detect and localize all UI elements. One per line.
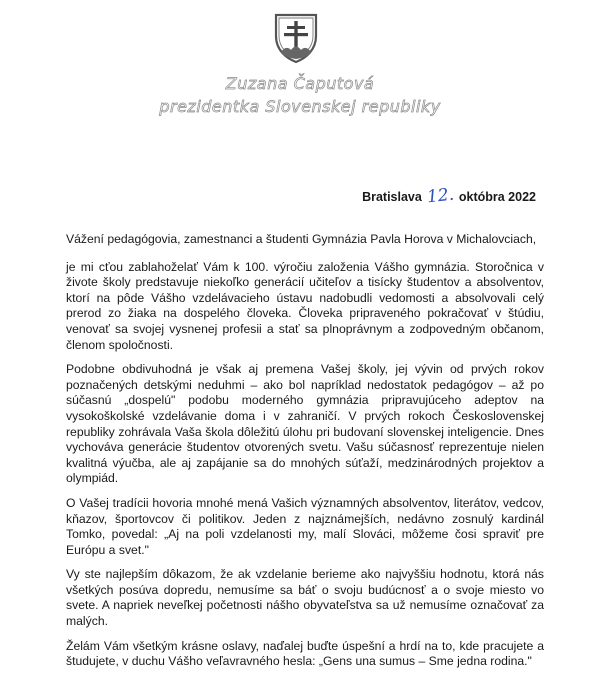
paragraph: O Vašej tradícii hovoria mnohé mená Vašich významných absolventov, literátov, vedcov, kňazov, športovcov či politikov. Jeden z najznámejších, nedávno zosnulý kardinál Tomko, povedal: „Aj na poli vzdelanosti my, malí Slováci, môžeme čosi spraviť pre Európu a svet." [66,495,544,557]
paragraph: je mi cťou zablahoželať Vám k 100. výročiu založenia Vášho gymnázia. Storočnica v živote školy predstavuje niekoľko generácií učiteľov a tisícky študentov a absolventov, ktorí na pôde Vášho vzdelávacieho ústavu nadobudli vedomosti a absolvovali celý prerod zo žiaka na dospelého človeka. Človeka pripraveného pokračovať v štúdiu, venovať sa svojej vysnenej profesii a stať sa plnoprávnym a zodpovedným občanom, členom spoločnosti. [66,259,544,352]
date-month-year: októbra 2022 [458,190,536,204]
paragraph: Vy ste najlepším dôkazom, že ak vzdelanie berieme ako najvyššiu hodnotu, ktorá nás všetkých posúva dopredu, nemusíme sa báť o svoju budúcnosť a o svoje miesto vo svete. A napriek neveľkej početnosti nášho obyvateľstva sa už nemusíme označovať za malých. [66,567,544,629]
date-city: Bratislava [362,190,422,204]
letterhead-name: Zuzana Čaputová [225,74,375,93]
paragraph: Želám Vám všetkým krásne oslavy, naďalej buďte úspešní a hrdí na to, kde pracujete a študujete, v duchu Vášho veľavravného hesla: „Gens una sumus – Sme jedna rodina." [66,638,544,669]
letter-body [66,232,544,679]
salutation: Vážení pedagógovia, zamestnanci a študenti Gymnázia Pavla Horova v Michalovciach, [66,232,537,246]
slovak-coat-of-arms-icon [273,12,319,64]
paragraph: Podobne obdivuhodná je však aj premena Vašej školy, jej vývin od prvých rokov poznačených detskými neduhmi – ako bol napríklad nedostatok pedagógov – až po súčasnú „dospelú" podobu moderného gymnázia pripravujúceho adeptov na vysokoškolské vzdelávanie doma i v zahraničí. V prvých rokoch Československej republiky zohrávala Vaša škola dôležitú úlohu pri budovaní slovenskej inteligencie. Dnes vychováva generácie študentov otvorených svetu. Vašu súčasnosť reprezentuje nielen kvalitná výučba, ale aj zapájanie sa do mnohých súťaží, medzinárodných projektov a olympiád. [66,362,544,486]
dateline [362,186,536,206]
date-day-handwritten: 12. [425,184,455,208]
letterhead-title: prezidentka Slovenskej republiky [159,97,441,116]
